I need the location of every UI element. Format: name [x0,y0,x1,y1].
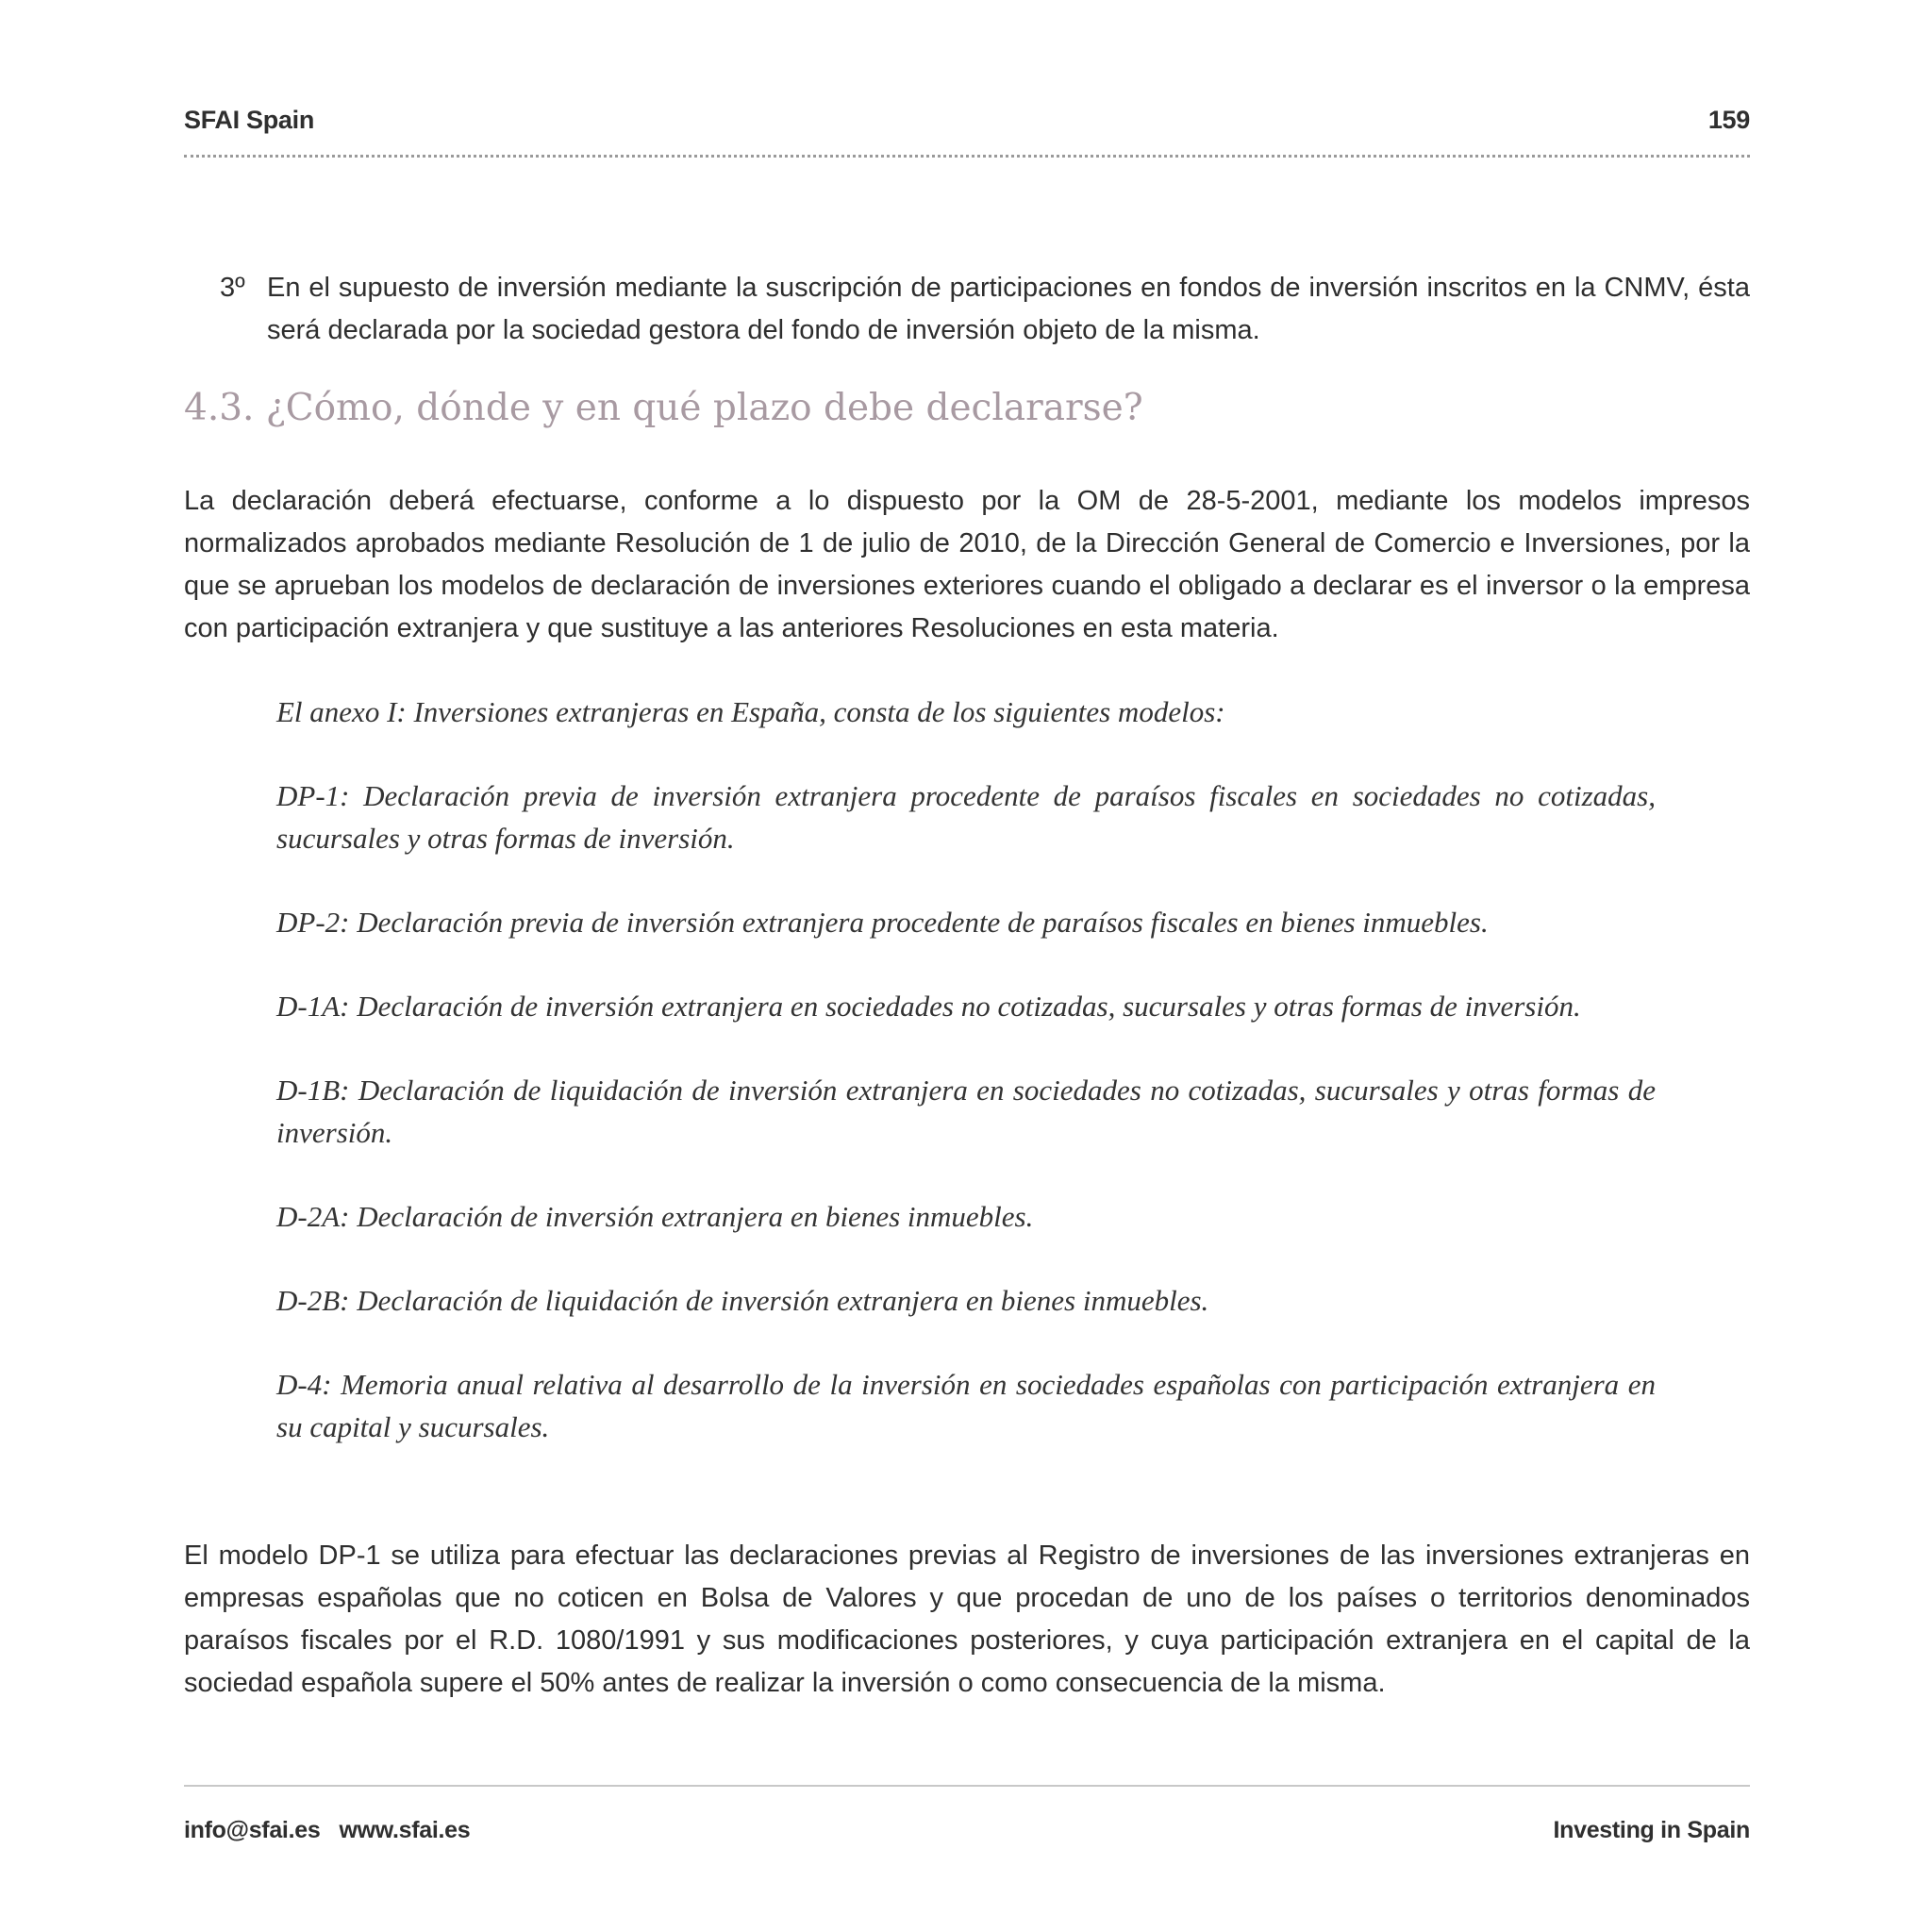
model-item: D-2B: Declaración de liquidación de inversión extranjera en bienes inmuebles. [276,1284,1209,1317]
section-title: 4.3. ¿Cómo, dónde y en qué plazo debe declararse? [184,387,1143,429]
document-page [184,0,1750,1932]
page-number: 159 [1707,106,1750,134]
page-footer [184,1817,1750,1855]
list-item [220,267,1750,352]
footer-website: www.sfai.es [339,1817,471,1843]
model-item: DP-1: Declaración previa de inversión extranjera procedente de paraísos fiscales en sociedades no cotizadas, sucursales y otras formas de inversión. [276,779,1656,855]
list-marker: 3º [220,273,245,303]
header-brand: SFAI Spain [184,106,315,134]
footer-divider [184,1785,1750,1787]
footer-publication: Investing in Spain [1553,1817,1750,1843]
body-paragraph-1: La declaración deberá efectuarse, conforme a lo dispuesto por la OM de 28-5-2001, mediante los modelos impresos normalizados aprobados mediante Resolución de 1 de julio de 2010, de la Dirección General de Comercio e Inversiones, por la que se aprueban los modelos de declaración de inversiones exteriores cuando el obligado a declarar es el inversor o la empresa con participación extranjera y que sustituye a las anteriores Resoluciones en esta materia. [184,486,1750,643]
model-item: D-1A: Declaración de inversión extranjera en sociedades no cotizadas, sucursales y otras formas de inversión. [276,990,1581,1023]
body-paragraph-2: El modelo DP-1 se utiliza para efectuar las declaraciones previas al Registro de inversiones de las inversiones extranjeras en empresas españolas que no coticen en Bolsa de Valores y que procedan de uno de los países o territorios denominados paraísos fiscales por el R.D. 1080/1991 y sus modificaciones posteriores, y cuya participación extranjera en el capital de la sociedad española supere el 50% antes de realizar la inversión o como consecuencia de la misma. [184,1541,1750,1698]
list-item-text: En el supuesto de inversión mediante la suscripción de participaciones en fondos de inversión inscritos en la CNMV, ésta será declarada por la sociedad gestora del fondo de inversión objeto de la misma. [267,273,1750,345]
model-item: DP-2: Declaración previa de inversión extranjera procedente de paraísos fiscales en bienes inmuebles. [276,906,1489,939]
footer-email: info@sfai.es [184,1817,321,1843]
footer-contact [184,1817,470,1844]
models-intro: El anexo I: Inversiones extranjeras en España, consta de los siguientes modelos: [276,695,1225,728]
models-list [276,691,1656,1490]
header-divider [184,155,1750,158]
model-item: D-1B: Declaración de liquidación de inversión extranjera en sociedades no cotizadas, sucursales y otras formas de inversión. [276,1074,1656,1149]
model-item: D-2A: Declaración de inversión extranjera en bienes inmuebles. [276,1200,1034,1233]
model-item: D-4: Memoria anual relativa al desarrollo de la inversión en sociedades españolas con participación extranjera en su capital y sucursales. [276,1368,1656,1443]
page-header [184,106,1750,143]
